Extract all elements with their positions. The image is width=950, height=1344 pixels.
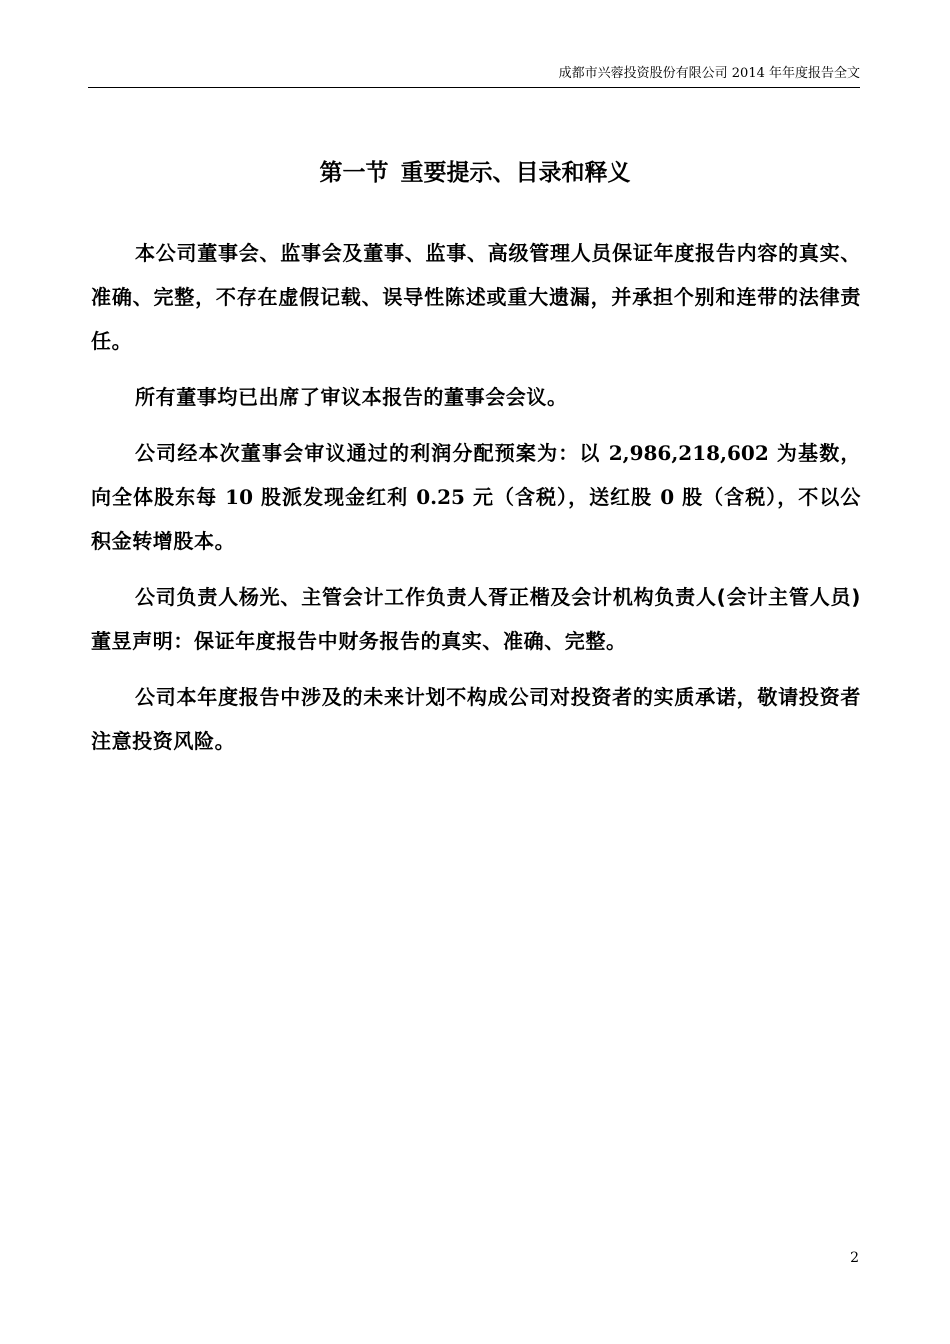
paragraph-board-guarantee: 本公司董事会、监事会及董事、监事、高级管理人员保证年度报告内容的真实、准确、完整，不存在虚假记载、误导性陈述或重大遗漏，并承担个别和连带的法律责任。 [91,241,861,353]
distribution-text: 股派发现金红利 [261,485,409,509]
page-number: 2 [850,1250,859,1266]
paragraph-profit-distribution [91,431,861,563]
share-base-value: 2,986,218,602 [608,441,769,465]
per-shares-value: 10 [225,485,254,509]
header-divider [88,87,860,88]
running-header: 成都市兴蓉投资股份有限公司 2014 年年度报告全文 [558,66,860,81]
cash-dividend-value: 0.25 [416,485,465,509]
distribution-text: 元（含税），送红股 [472,485,653,509]
paragraph-directors-attendance: 所有董事均已出席了审议本报告的董事会会议。 [135,385,568,409]
distribution-text: 为基数，向全体股东每 [91,441,861,509]
distribution-text: 公司经本次董事会审议通过的利润分配预案为：以 [135,441,601,465]
bonus-shares-value: 0 [660,485,675,509]
section-heading [0,158,950,188]
distribution-text: 股（含税），不以公积金转增股本。 [91,485,861,553]
paragraph-responsible-persons: 公司负责人杨光、主管会计工作负责人胥正楷及会计机构负责人(会计主管人员)董昱声明：保证年度报告中财务报告的真实、准确、完整。 [91,585,861,653]
paragraph-risk-warning: 公司本年度报告中涉及的未来计划不构成公司对投资者的实质承诺，敬请投资者注意投资风险。 [91,685,861,753]
section-number: 第一节 [319,160,389,186]
section-title: 重要提示、目录和释义 [400,160,631,186]
important-notice-body [91,231,861,775]
